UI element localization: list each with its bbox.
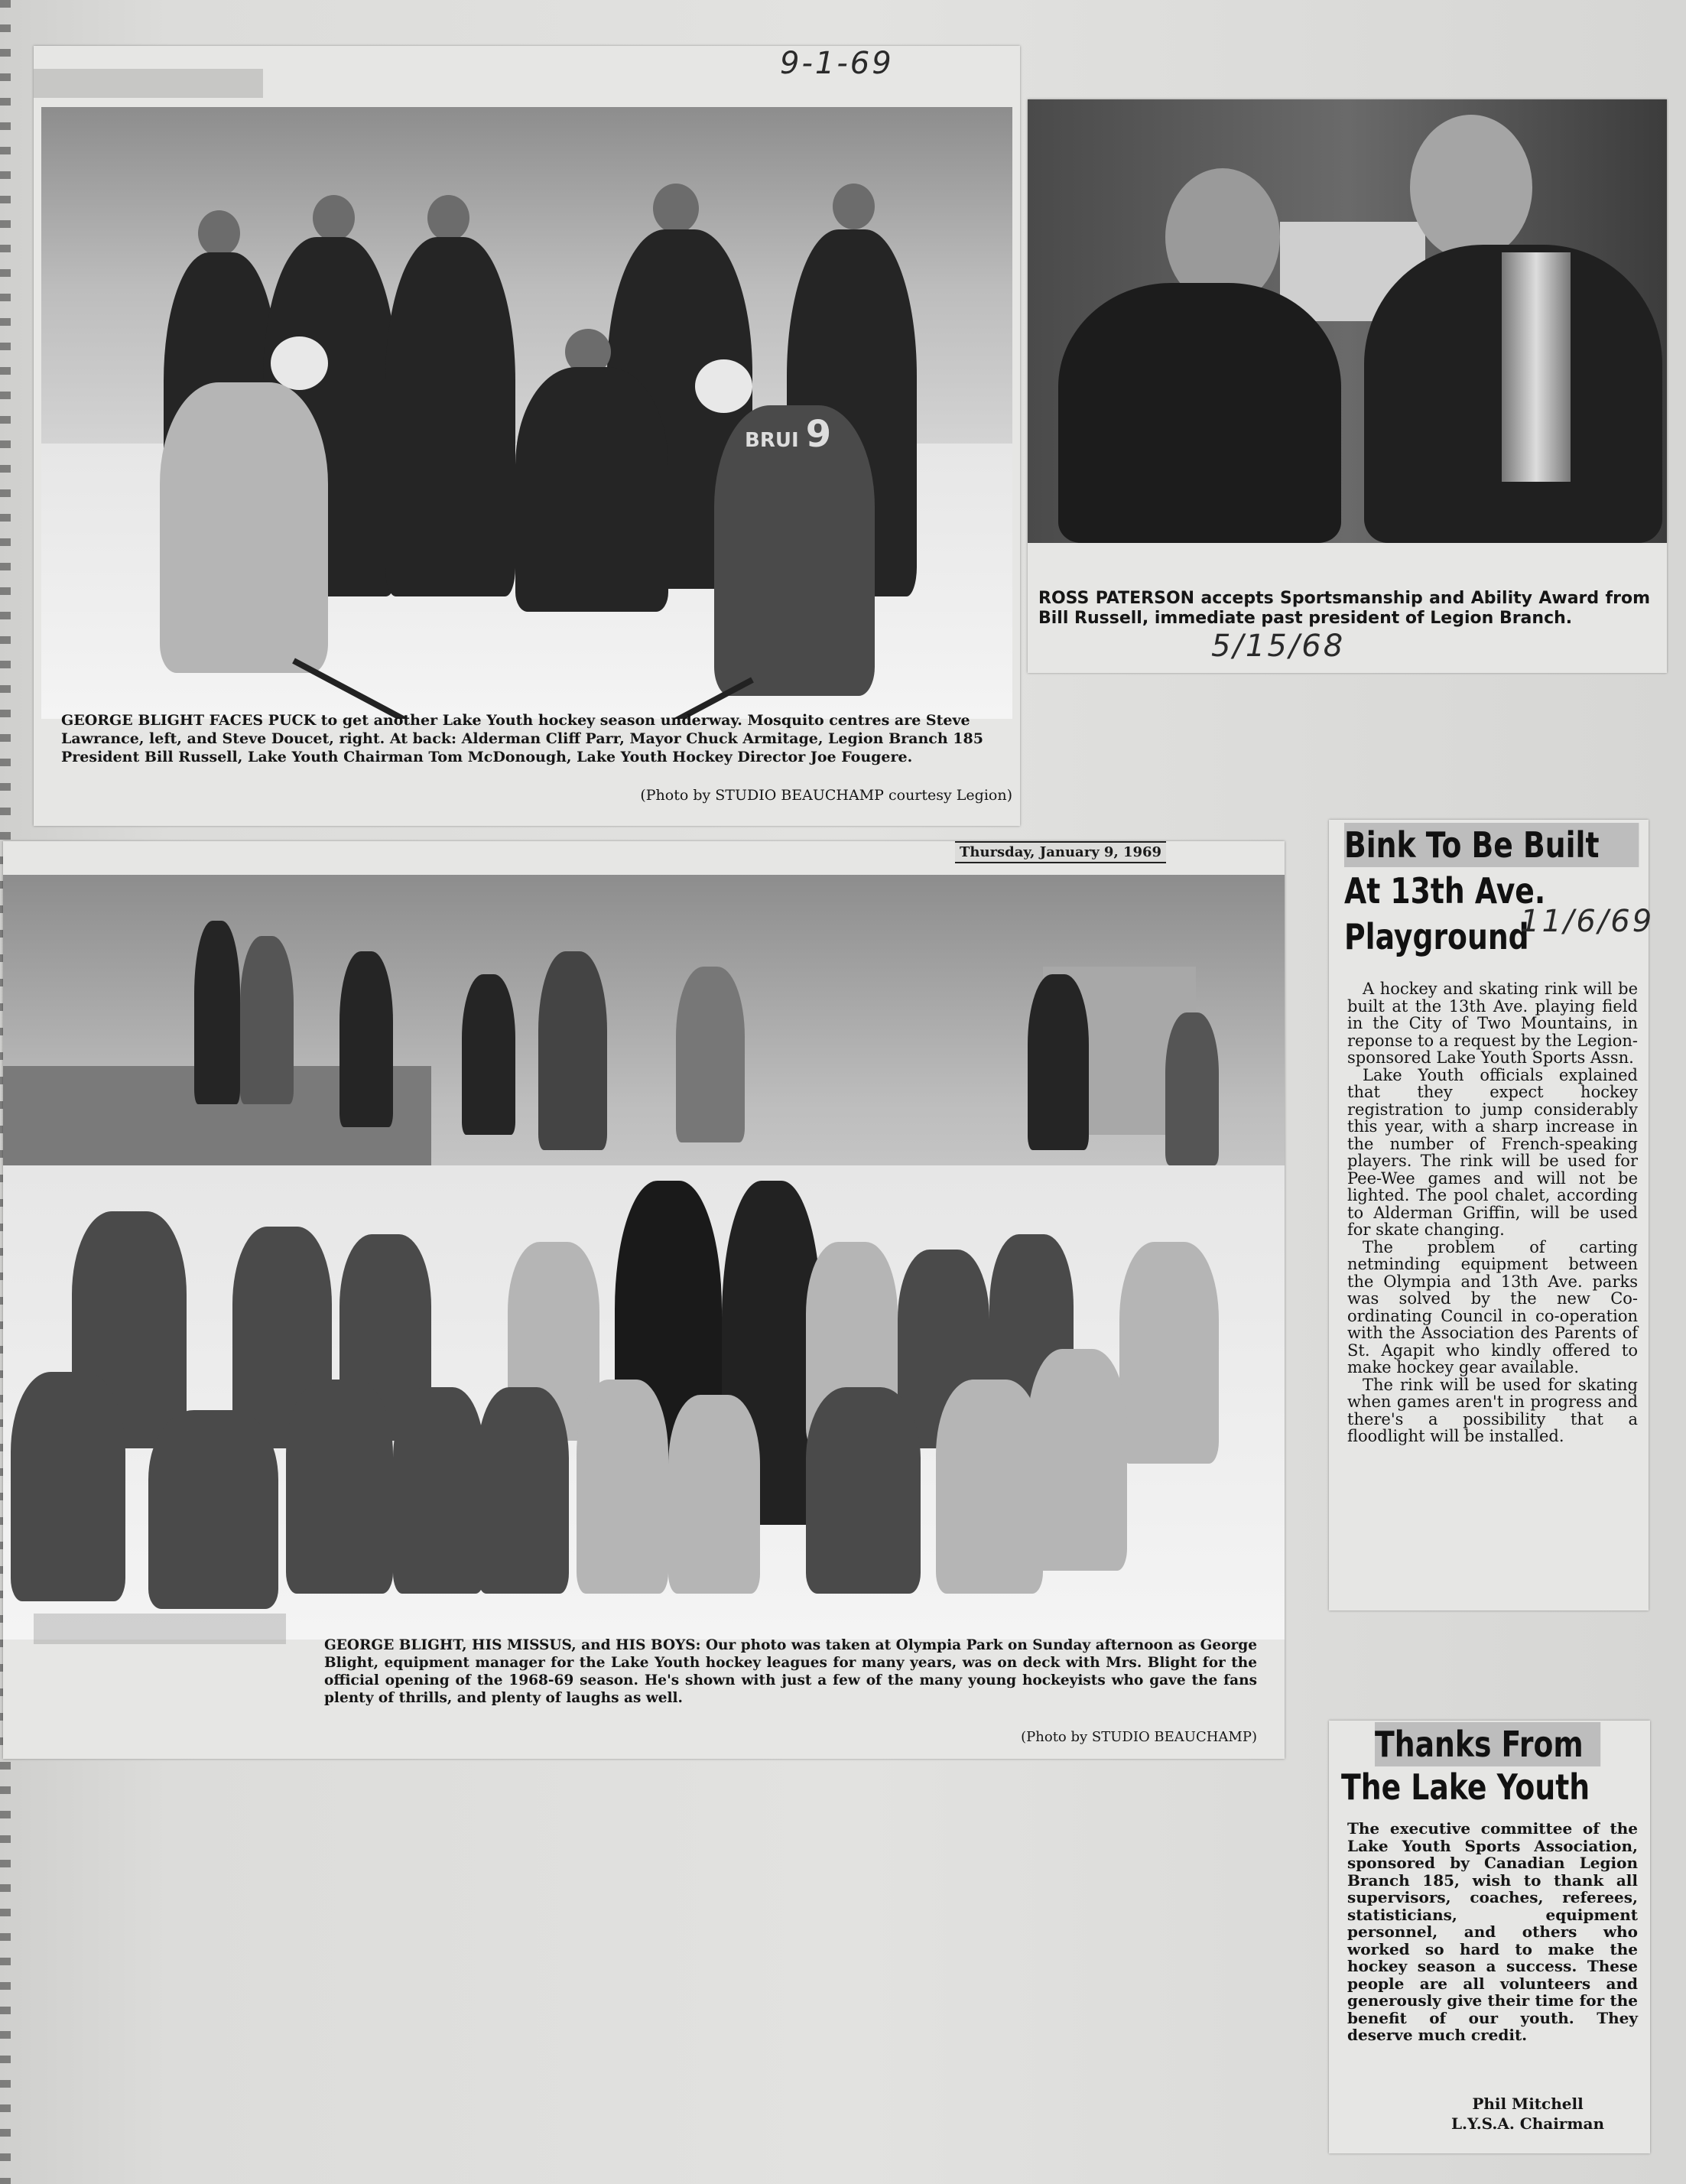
clipping-faceoff (34, 46, 1020, 826)
rink-paragraph: A hockey and skating rink will be built at the 13th Ave. playing field in the City of Two Mountains, in reponse to a request by the Legion-sponsored Lake Youth Sports Assn. (1347, 980, 1638, 1067)
man-head (198, 210, 240, 256)
faceoff-photo (41, 107, 1012, 719)
clipping-award (1028, 99, 1667, 673)
rink-paragraph: The rink will be used for skating when games aren't in progress and there's a possibility that a floodlight will be installed. (1347, 1375, 1638, 1445)
player-front-row (668, 1395, 760, 1594)
spectator (538, 951, 607, 1150)
clipping-thanks-article (1329, 1721, 1650, 2153)
signature-title: L.Y.S.A. Chairman (1450, 2114, 1605, 2133)
rink-paragraph: Lake Youth officials explained that they expect hockey registration to jump considerably this year, with a sharp increase in the number of French-speaking players. The rink will be used for Pee-Wee games and will not be lighted. The pool chalet, according to Alderman Griffin, will be used for skate changing. (1347, 1065, 1638, 1239)
player-back-row (1119, 1242, 1219, 1464)
player-front-row (477, 1387, 569, 1594)
player-front-row (577, 1380, 668, 1594)
rink-headline-line2: At 13th Ave. (1344, 870, 1546, 912)
spectator (339, 951, 393, 1127)
award-photo (1028, 99, 1667, 543)
tape-strip (34, 1614, 286, 1644)
jersey-number: 9 (805, 413, 832, 456)
team-photo-credit: (Photo by STUDIO BEAUCHAMP) (1021, 1729, 1257, 1745)
player-front-row (11, 1372, 125, 1601)
handwritten-date: 5/15/68 (1211, 629, 1346, 664)
thanks-headline-line2: The Lake Youth (1341, 1766, 1590, 1808)
spectator (676, 967, 745, 1142)
man-head (313, 195, 355, 241)
trophy (1502, 252, 1571, 482)
faceoff-photo-credit: (Photo by STUDIO BEAUCHAMP courtesy Legion) (640, 787, 1012, 804)
clipping-team-photo (3, 841, 1285, 1759)
player-front-row (148, 1410, 278, 1609)
jersey-text: BRUI (745, 429, 799, 452)
player-front-row (1028, 1349, 1127, 1571)
spectator (1028, 974, 1089, 1150)
rink-article-body (1347, 980, 1638, 1445)
jersey-lettering (745, 413, 831, 456)
rink-paragraph: The problem of carting netminding equipment between the Olympia and 13th Ave. parks was solved by the new Co-ordinating Council in co-operation with the Association des Parents of St. Agapit who kindly offered to make hockey gear available. (1347, 1237, 1638, 1376)
handwritten-date: 11/6/69 (1520, 904, 1655, 939)
team-photo (3, 875, 1285, 1640)
player-front-row (936, 1380, 1043, 1594)
signature-name: Phil Mitchell (1472, 2095, 1584, 2113)
man-head (653, 184, 699, 233)
rink-headline-line1: Bink To Be Built (1344, 823, 1639, 867)
handwritten-date: 9-1-69 (780, 46, 894, 81)
team-photo-caption: GEORGE BLIGHT, HIS MISSUS, and HIS BOYS: Our photo was taken at Olympia Park on Sunday afternoon as George Blight, equipment manager for the Lake Youth hockey leagues for many years, was on deck with Mrs. Blight for the official opening of the 1968-69 season. He's shown with just a few of the many young hockeyists who gave the fans plenty of thrills, and plenty of laughs as well. (324, 1637, 1257, 1706)
player-helmet (695, 359, 752, 413)
clipping-dateline: Thursday, January 9, 1969 (955, 841, 1166, 863)
player-front-row (393, 1387, 485, 1594)
man-head (833, 184, 875, 229)
clipping-rink-article (1329, 820, 1655, 1610)
player-front-row (806, 1387, 921, 1594)
thanks-headline-line1: Thanks From (1375, 1722, 1600, 1766)
spectator (462, 974, 515, 1135)
spectator (1165, 1012, 1219, 1165)
presenter-body (1058, 283, 1341, 543)
player-front-row (286, 1380, 393, 1594)
award-caption: ROSS PATERSON accepts Sportsmanship and Ability Award from Bill Russell, immediate past president of Legion Branch. (1038, 589, 1650, 628)
man-crouching (515, 367, 668, 612)
rink-headline-line3: Playground (1344, 916, 1529, 957)
thanks-body: The executive committee of the Lake Youth Sports Association, sponsored by Canadian Legion Branch 185, wish to thank all supervisors, coaches, referees, statisticians, equipment personnel, and others who worked so hard to make the hockey season a success. These people are all volunteers and generously give their time for the benefit of our youth. They deserve much credit. (1347, 1819, 1638, 2044)
player-right (714, 405, 875, 696)
tape-strip (34, 69, 263, 98)
man-head (427, 195, 469, 241)
faceoff-caption: GEORGE BLIGHT FACES PUCK to get another Lake Youth hockey season underway. Mosquito centres are Steve Lawrance, left, and Steve Doucet, right. At back: Alderman Cliff Parr, Mayor Chuck Armitage, Legion Branch 185 President Bill Russell, Lake Youth Chairman Tom McDonough, Lake Youth Hockey Director Joe Fougere. (61, 712, 983, 765)
man-standing (385, 237, 515, 596)
player-left (160, 382, 328, 673)
spectator (194, 921, 240, 1104)
player-helmet (271, 336, 328, 390)
recipient-head (1410, 115, 1532, 260)
spectator (240, 936, 294, 1104)
